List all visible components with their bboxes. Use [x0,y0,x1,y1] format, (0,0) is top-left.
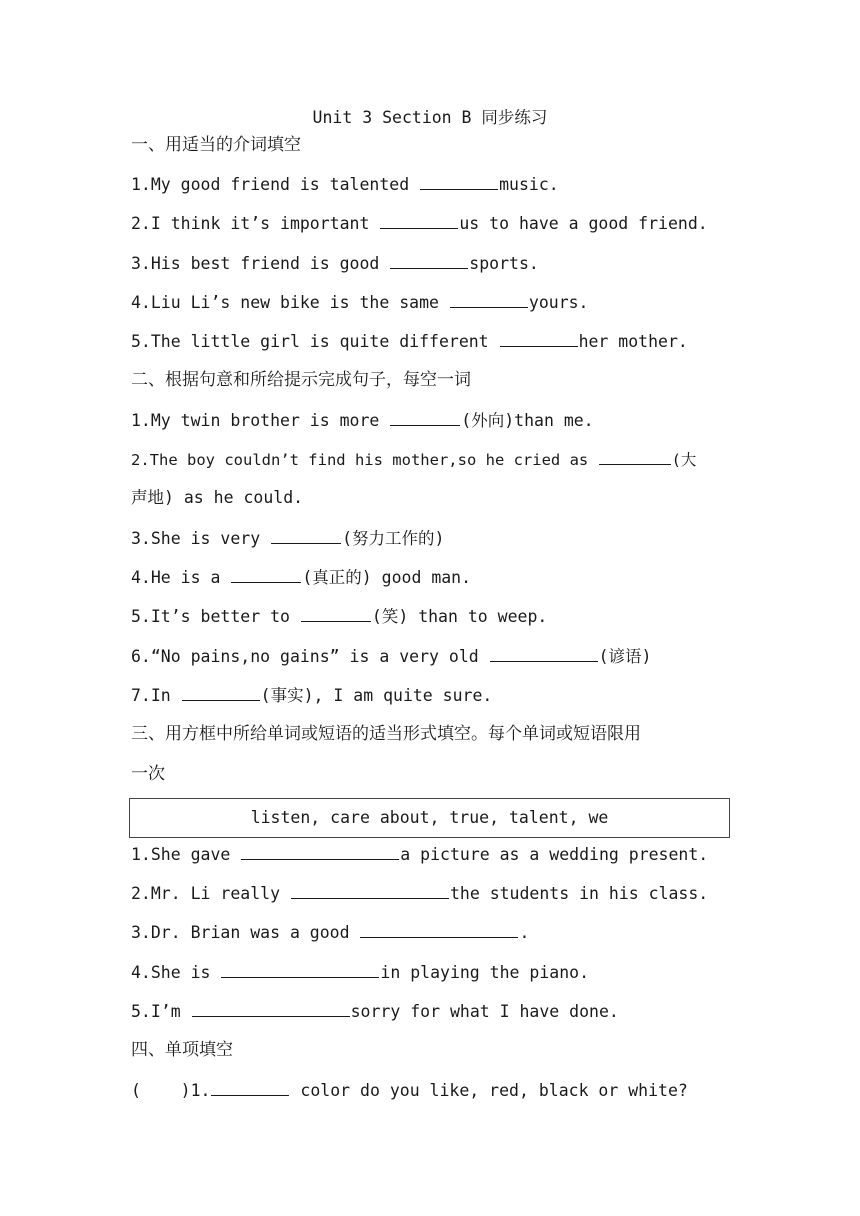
question-text: 4.He is a [131,568,231,587]
answer-blank[interactable] [192,999,350,1017]
question-text: her mother. [578,332,688,351]
answer-blank[interactable] [390,251,468,269]
question-text: . [519,923,530,942]
question-text: (谚语) [598,647,652,666]
question-text: 7.In [131,686,181,705]
answer-blank[interactable] [599,447,671,465]
s2-question-5 [131,604,547,628]
s1-question-5 [131,329,688,353]
s3-question-5 [131,999,619,1023]
answer-blank[interactable] [360,920,518,938]
question-text: 4.She is [131,963,221,982]
s2-question-2-continued: 声地) as he could. [131,488,304,507]
answer-blank[interactable] [301,604,371,622]
question-text: color do you like, red, black or white? [290,1081,688,1100]
question-text: sports. [469,254,539,273]
question-text: sorry for what I have done. [350,1002,619,1021]
s3-question-1 [131,842,708,866]
question-text: 6.“No pains,no gains” is a very old [131,647,489,666]
question-text: (外向)than me. [461,411,594,430]
section-2-heading: 二、根据句意和所给提示完成句子，每空一词 [131,370,471,390]
s1-question-4 [131,290,589,314]
question-text: (大 [671,451,697,469]
question-text: 1.My twin brother is more [131,411,390,430]
s2-question-1 [131,408,594,432]
question-text: 1.My good friend is talented [131,175,420,194]
question-text: ( )1. [131,1081,211,1100]
question-text: (努力工作的) [342,529,445,548]
answer-blank[interactable] [221,960,379,978]
question-text: 5.The little girl is quite different [131,332,499,351]
answer-blank[interactable] [211,1078,289,1096]
question-text: 3.Dr. Brian was a good [131,923,360,942]
s1-question-1 [131,172,559,196]
s3-question-4 [131,960,589,984]
section-3-heading: 三、用方框中所给单词或短语的适当形式填空。每个单词或短语限用 [131,724,641,744]
s2-question-2 [131,447,696,471]
question-text: 5.I’m [131,1002,191,1021]
question-text: 2.I think it’s important [131,214,380,233]
answer-blank[interactable] [450,290,528,308]
answer-blank[interactable] [500,329,578,347]
answer-blank[interactable] [271,526,341,544]
s2-question-6 [131,644,652,668]
question-text: (真正的) good man. [302,568,472,587]
answer-blank[interactable] [490,644,598,662]
answer-blank[interactable] [291,881,449,899]
answer-blank[interactable] [241,842,399,860]
word-bank-text: listen, care about, true, talent, we [250,808,609,827]
question-text: music. [499,175,559,194]
section-3-heading-continued: 一次 [131,764,165,784]
question-text: 2.The boy couldn’t find his mother,so he cried as [131,451,598,469]
section-1-heading: 一、用适当的介词填空 [131,135,301,155]
question-text: (事实), I am quite sure. [260,686,493,705]
question-text: (笑) than to weep. [371,607,548,626]
question-text: 4.Liu Li’s new bike is the same [131,293,449,312]
s2-question-3 [131,526,444,550]
s4-question-1 [131,1078,688,1102]
question-text: yours. [528,293,589,312]
s1-question-2 [131,211,708,235]
answer-blank[interactable] [390,408,460,426]
answer-blank[interactable] [420,172,498,190]
s2-question-7 [131,683,492,707]
question-text: the students in his class. [449,884,709,903]
answer-blank[interactable] [231,565,301,583]
question-text: 1.She gave [131,845,241,864]
question-text: in playing the piano. [380,963,590,982]
question-text: 2.Mr. Li really [131,884,290,903]
page-title: Unit 3 Section B 同步练习 [312,108,548,127]
answer-blank[interactable] [380,211,458,229]
s1-question-3 [131,251,539,275]
question-text: 3.She is very [131,529,271,548]
question-text: 3.His best friend is good [131,254,390,273]
question-text: us to have a good friend. [459,214,708,233]
question-text: a picture as a wedding present. [400,845,709,864]
s3-question-2 [131,881,708,905]
answer-blank[interactable] [182,683,260,701]
s2-question-4 [131,565,471,589]
section-4-heading: 四、单项填空 [131,1040,233,1060]
question-text: 5.It’s better to [131,607,300,626]
s3-question-3 [131,920,529,944]
word-bank-box [129,798,730,838]
